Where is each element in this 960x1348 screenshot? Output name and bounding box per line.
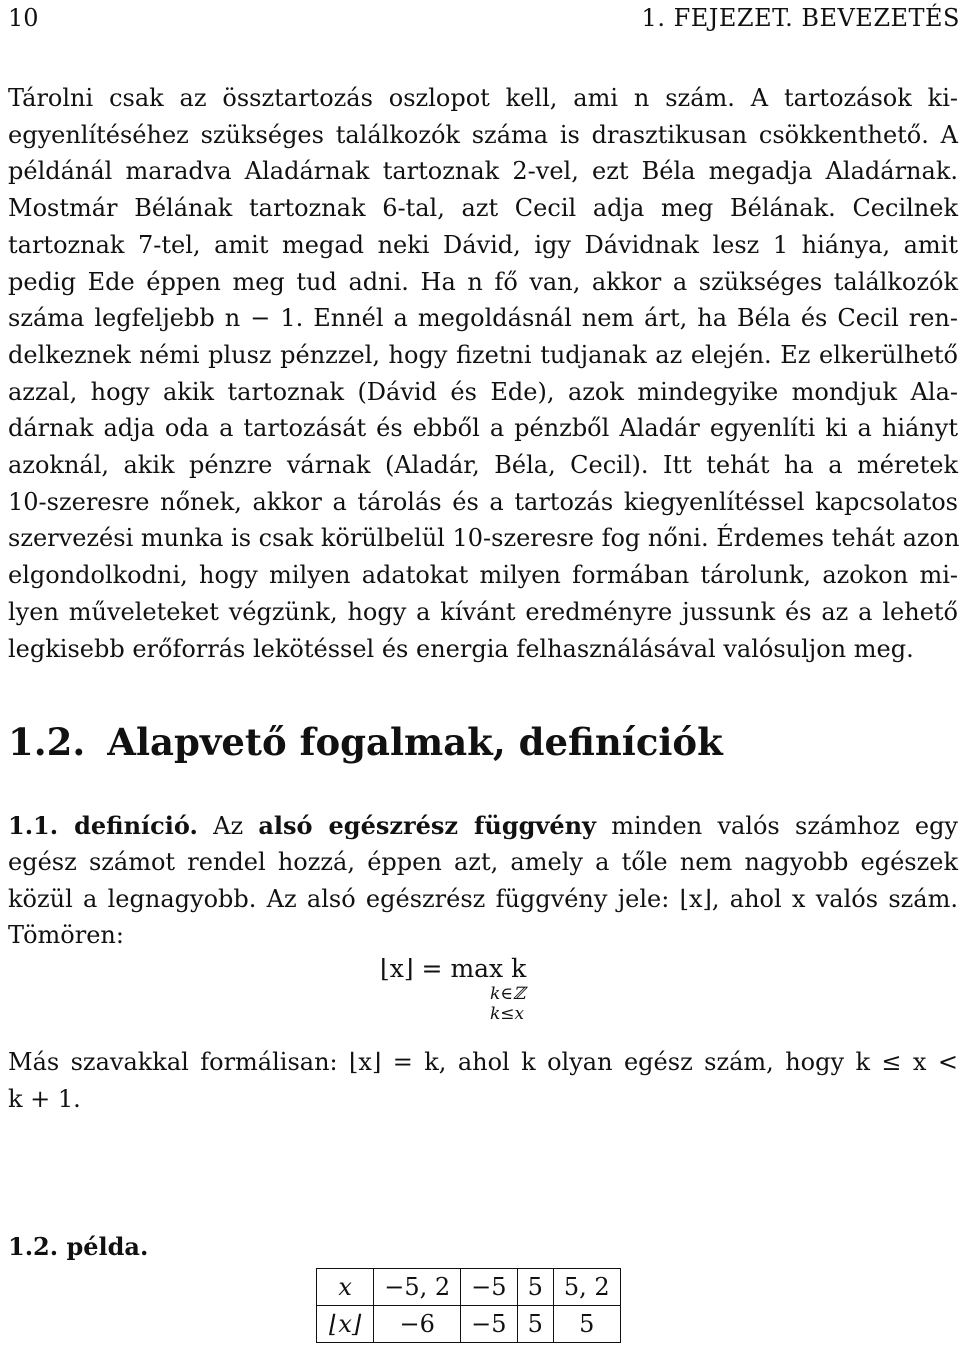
- table-cell: 5: [517, 1306, 553, 1343]
- display-formula: [380, 954, 527, 1024]
- table-cell: ⌊x⌋: [317, 1306, 374, 1343]
- paragraph-line: legkisebb erőforrás lekötéssel és energia felhasználásával valósuljon meg.: [8, 634, 914, 663]
- definition-line: [8, 881, 958, 917]
- table-cell: 5: [517, 1269, 553, 1306]
- paragraph-line: dárnak adja oda a tartozását és ebből a pénzből Aladár egyenlíti ki a hiányt: [8, 414, 958, 443]
- example-table: [316, 1268, 621, 1343]
- paragraph-line: lyen műveleteket végzünk, hogy a kívánt eredményre jussunk és az a lehető: [8, 597, 958, 626]
- table-cell: 5, 2: [553, 1269, 620, 1306]
- definition-text: , ahol x valós szám.: [711, 884, 958, 913]
- formula-limits: [490, 984, 525, 1024]
- formula-subscript: k≤x: [490, 1004, 525, 1024]
- chapter-title: 1. FEJEZET. BEVEZETÉS: [641, 4, 960, 32]
- definition-term: alsó egészrész függvény: [258, 811, 596, 840]
- paragraph-line: száma legfeljebb n − 1. Ennél a megoldásnál nem árt, ha Béla és Cecil ren-: [8, 304, 958, 333]
- paragraph-line: Mostmár Bélának tartoznak 6-tal, azt Cecil adja meg Bélának. Cecilnek: [8, 194, 958, 223]
- table-cell: −5: [461, 1306, 517, 1343]
- table-row: [317, 1306, 621, 1343]
- section-title: Alapvető fogalmak, definíciók: [107, 720, 723, 764]
- section-number: 1.2.: [8, 720, 86, 764]
- definition-label: 1.1. definíció.: [8, 811, 198, 840]
- paragraph-line: elgondolkodni, hogy milyen adatokat milyen formában tárolunk, azokon mi-: [8, 561, 958, 590]
- formula-subscript: k∈ℤ: [490, 984, 526, 1004]
- formula-main: ⌊x⌋ = max k: [380, 954, 527, 983]
- formal-statement: [8, 1044, 958, 1117]
- paragraph-line: Tárolni csak az össztartozás oszlopot kell, ami n szám. A tartozások ki-: [8, 84, 958, 112]
- paragraph-line: azzal, hogy akik tartoznak (Dávid és Ede), azok mindegyike mondjuk Ala-: [8, 377, 958, 406]
- definition-text: Az: [213, 812, 244, 840]
- section-heading: [8, 720, 723, 764]
- definition-block: [8, 808, 958, 954]
- paragraph-line: 10-szeresre nőnek, akkor a tárolás és a tartozás kiegyenlítéssel kapcsolatos: [8, 487, 958, 516]
- definition-line: Tömören:: [8, 921, 124, 950]
- definition-text: minden valós számhoz egy: [611, 812, 958, 840]
- definition-line: [8, 808, 958, 844]
- table-cell: −5, 2: [374, 1269, 461, 1306]
- body-paragraph: [8, 80, 958, 667]
- paragraph-line: szervezési munka is csak körülbelül 10-szeresre fog nőni. Érdemes tehát azon: [8, 524, 960, 553]
- table-cell: −5: [461, 1269, 517, 1306]
- paragraph-line: azoknál, akik pénzre várnak (Aladár, Béla, Cecil). Itt tehát ha a méretek: [8, 451, 958, 480]
- formal-line: Más szavakkal formálisan: ⌊x⌋ = k, ahol k olyan egész szám, hogy k ≤ x <: [8, 1048, 958, 1076]
- example-label: 1.2. példa.: [8, 1232, 149, 1261]
- floor-notation: ⌊x⌋: [679, 884, 712, 913]
- table-cell: −6: [374, 1306, 461, 1343]
- paragraph-line: példánál maradva Aladárnak tartoznak 2-vel, ezt Béla megadja Aladárnak.: [8, 157, 958, 186]
- definition-line: egész számot rendel hozzá, éppen azt, amely a tőle nem nagyobb egészek: [8, 848, 958, 877]
- definition-text: közül a legnagyobb. Az alsó egészrész függvény jele:: [8, 884, 670, 913]
- formal-line: k + 1.: [8, 1084, 81, 1113]
- page-number: 10: [8, 4, 39, 32]
- paragraph-line: pedig Ede éppen meg tud adni. Ha n fő van, akkor a szükséges találkozók: [8, 267, 958, 296]
- paragraph-line: tartoznak 7-tel, amit megad neki Dávid, igy Dávidnak lesz 1 hiánya, amit: [8, 230, 958, 259]
- paragraph-line: delkeznek némi plusz pénzzel, hogy fizetni tudjanak az elején. Ez elkerülhető: [8, 340, 958, 369]
- table-cell: 5: [553, 1306, 620, 1343]
- table-cell: x: [317, 1269, 374, 1306]
- paragraph-line: egyenlítéséhez szükséges találkozók száma is drasztikusan csökkenthető. A: [8, 120, 958, 149]
- running-header: [8, 4, 960, 40]
- table-row: [317, 1269, 621, 1306]
